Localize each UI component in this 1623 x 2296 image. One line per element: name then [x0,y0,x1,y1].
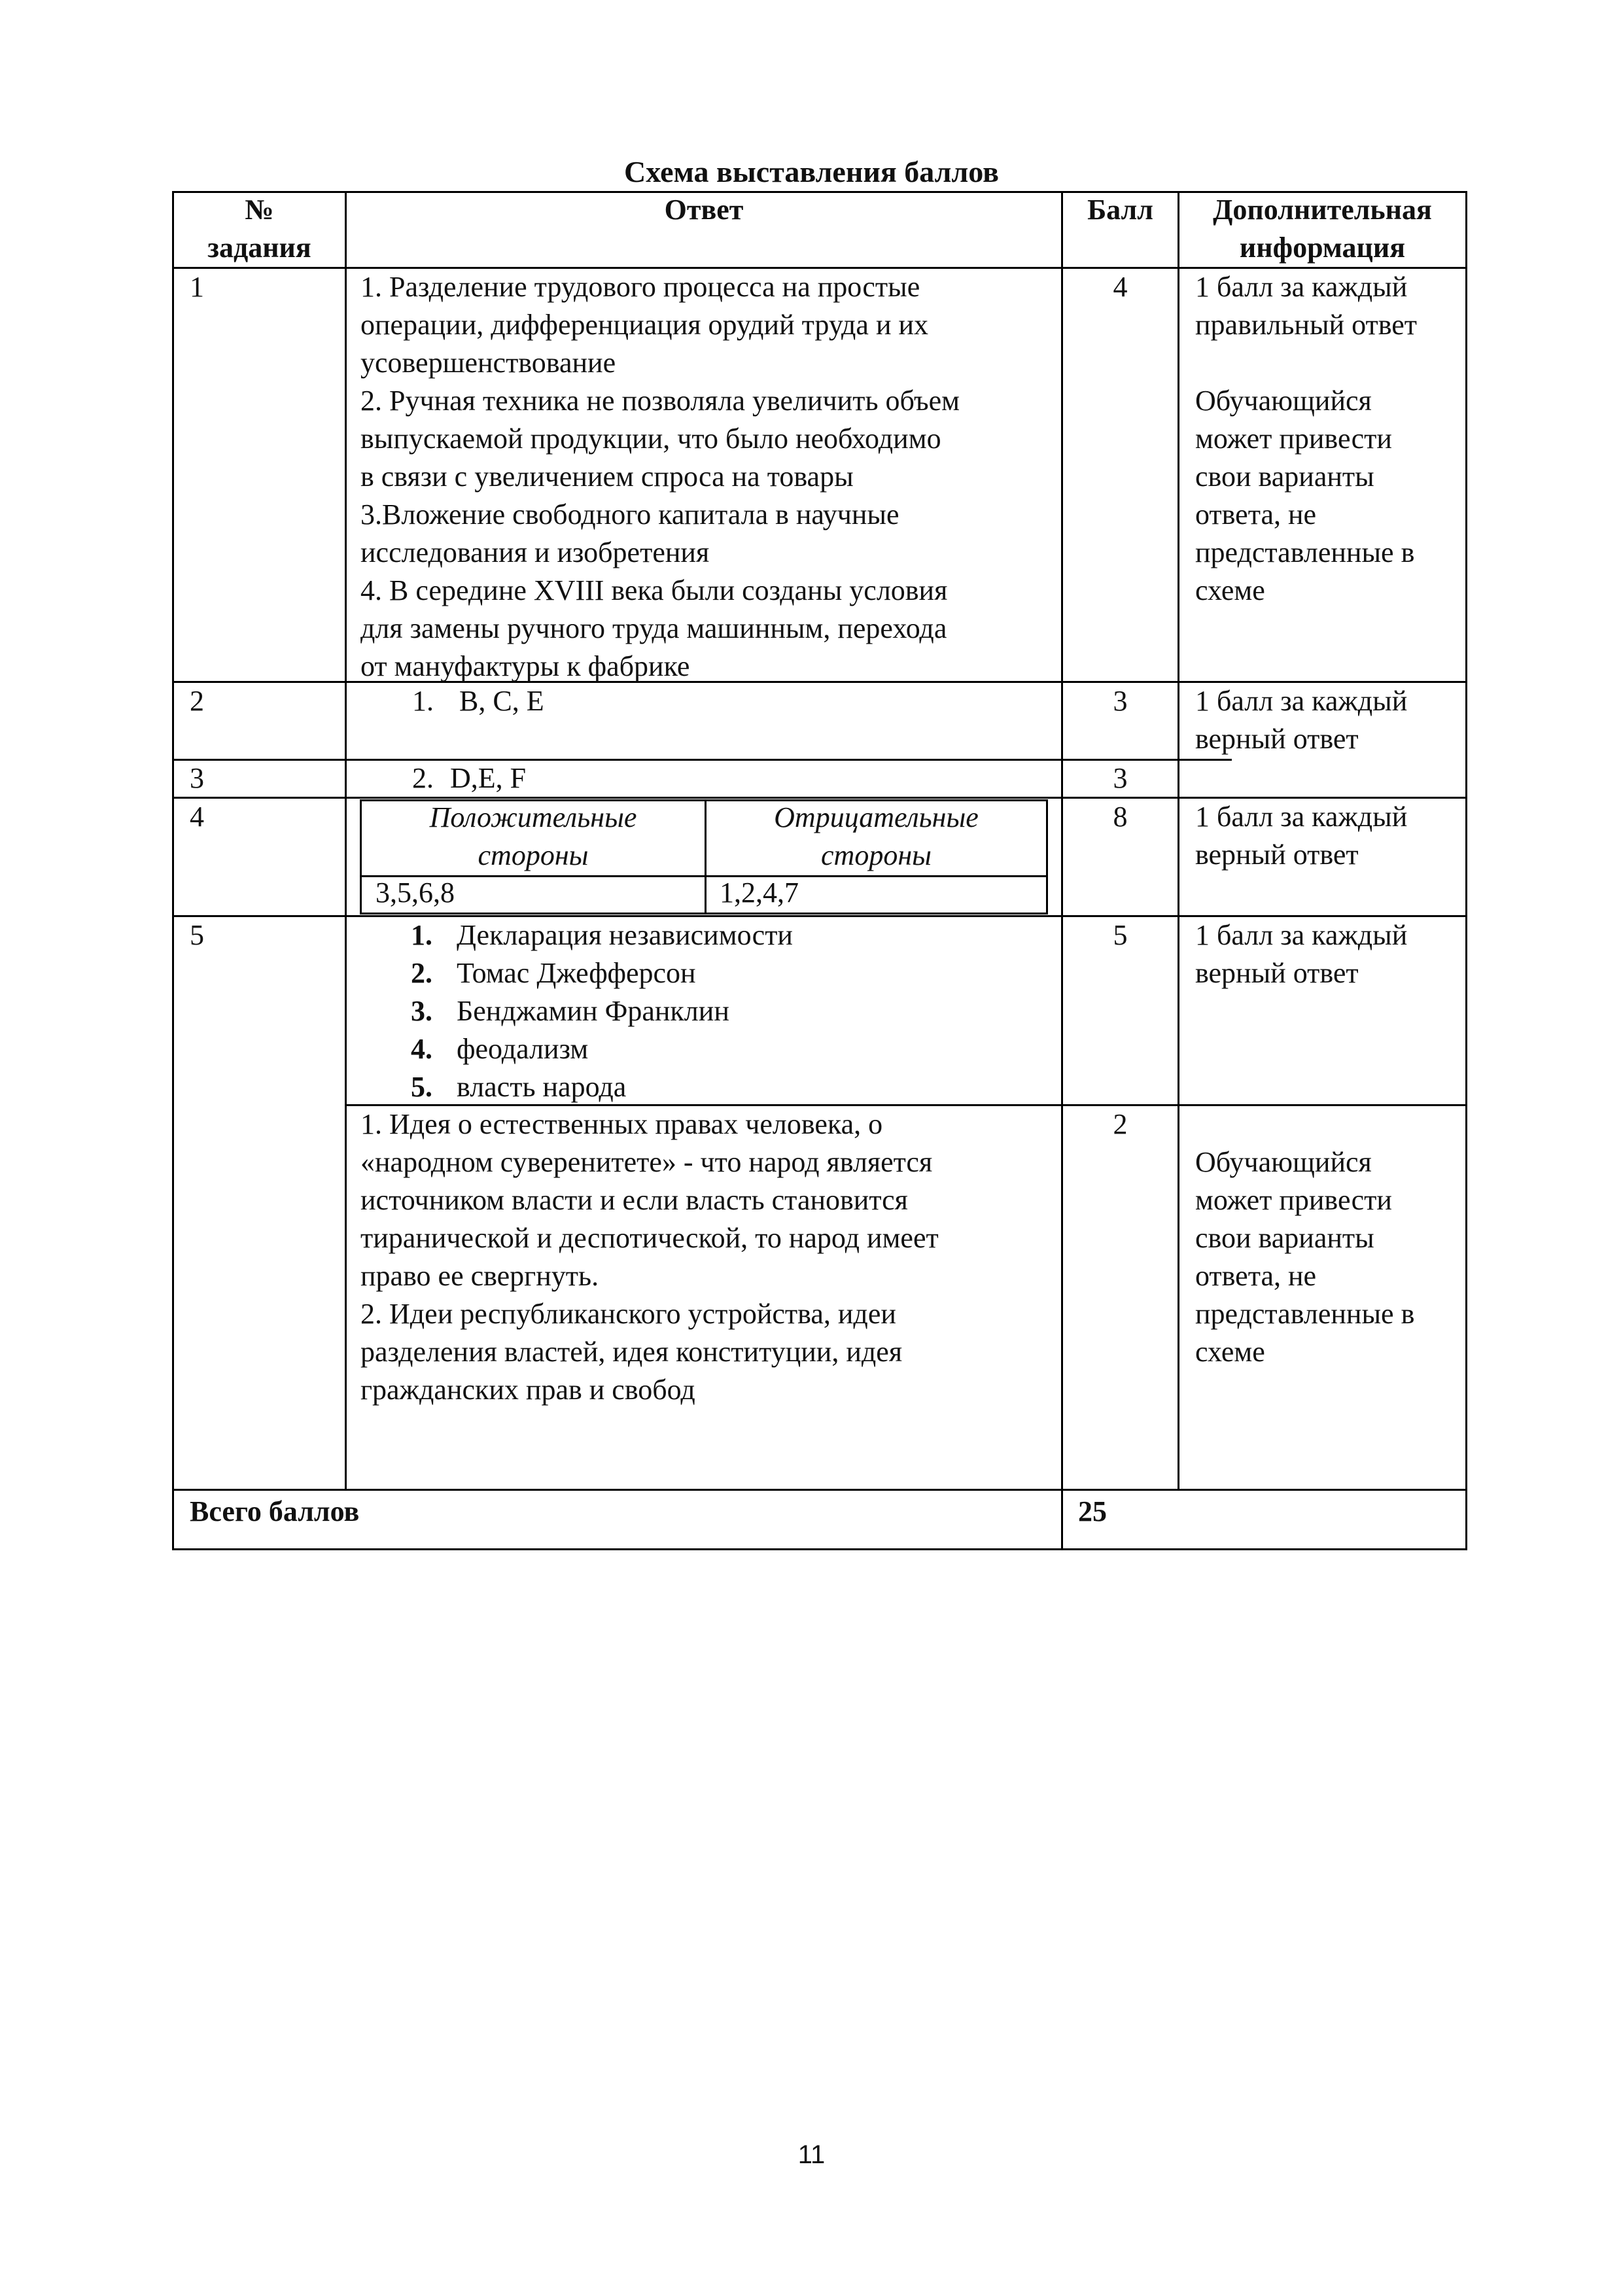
answer-1: 1. Разделение трудового процесса на простые операции, дифференциация орудий труда и их усовершенствование 2. Ручная техника не позволяла увеличить объем выпускаемой продукции, что было необходимо в связи с увеличением спроса на товары 3.Вложение свободного капитала в научные исследования и изобретения 4. В середине XVIII века были созданы условия для замены ручного труда машинным, перехода от мануфактуры к фабрике [360,271,960,682]
info-5: 1 балл за каждый верный ответ [1195,919,1408,989]
positive-sides-header: Положительные стороны [429,801,637,871]
list-item: 4. феодализм [411,1033,589,1065]
score-4: 8 [1113,801,1128,833]
total-value: 25 [1078,1495,1107,1527]
task-number-3: 3 [190,762,204,794]
score-1: 4 [1113,271,1128,303]
info-1: 1 балл за каждый правильный ответ Обучающийся может привести свои варианты ответа, не представленные в схеме [1195,271,1418,606]
list-item: 5. власть народа [411,1071,627,1103]
page-title: Схема выставления баллов [624,155,999,188]
list-item: 2. Томас Джефферсон [411,957,696,989]
header-additional-info: Дополнительная информация [1213,194,1432,264]
page-number: 11 [797,2140,826,2169]
task-number-4: 4 [190,801,204,833]
info-4: 1 балл за каждый верный ответ [1195,801,1408,871]
score-3: 3 [1113,762,1128,794]
score-2: 3 [1113,685,1128,717]
info-6: Обучающийся может привести свои варианты ответа, не представленные в схеме [1195,1146,1415,1368]
answer-2-marker: 1. [412,685,434,717]
answer-3: D,E, F [450,762,527,794]
answer-6: 1. Идея о естественных правах человека, о «народном суверенитете» - что народ является источником власти и если власть становится тиранической и деспотической, то народ имеет право ее свергнуть. 2. Идеи республиканского устройства, идеи разделения властей, идея конституции, идея гражданских прав и свобод [360,1108,939,1406]
list-item: 1. Декларация независимости [411,919,793,951]
positive-sides-value: 3,5,6,8 [375,877,455,909]
answer-5-list [411,916,793,1106]
score-6: 2 [1113,1108,1128,1140]
info-2: 1 балл за каждый верный ответ [1195,685,1408,755]
task-number-2: 2 [190,685,204,717]
answer-3-marker: 2. [412,762,434,794]
task-number-5: 5 [190,919,204,951]
list-item: 3. Бенджамин Франклин [411,995,729,1027]
total-label: Всего баллов [190,1495,360,1527]
negative-sides-header: Отрицательные стороны [774,801,979,871]
answer-2: B, C, E [459,685,544,717]
header-answer: Ответ [664,194,744,226]
header-task-number: № задания [207,194,311,264]
negative-sides-value: 1,2,4,7 [720,877,799,909]
score-5: 5 [1113,919,1128,951]
header-score: Балл [1087,194,1153,226]
task-number-1: 1 [190,271,204,303]
